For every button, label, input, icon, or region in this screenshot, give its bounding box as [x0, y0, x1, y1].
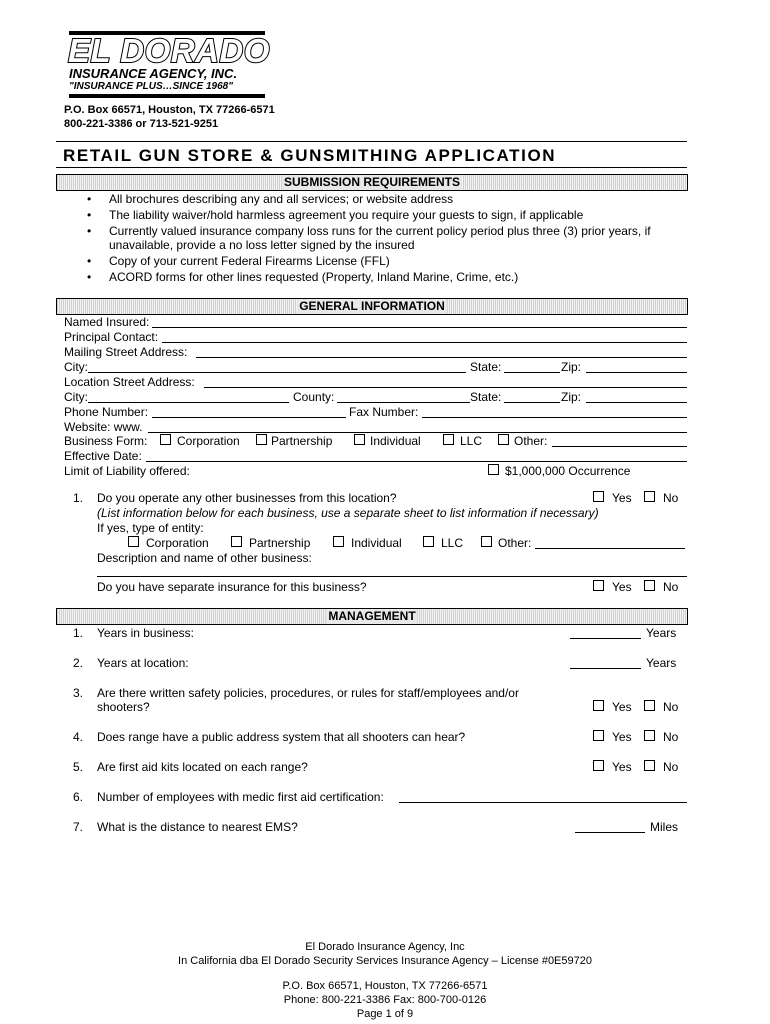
safety-policies-question-cont: shooters? — [97, 700, 150, 714]
bullet-icon: • — [87, 208, 92, 222]
location-city-label: City: — [64, 390, 88, 404]
separate-insurance-question: Do you have separate insurance for this business? — [97, 580, 367, 594]
years-at-location-label: Years at location: — [97, 656, 189, 670]
bullet-icon: • — [87, 192, 92, 206]
years-unit: Years — [646, 626, 677, 640]
question-number: 7. — [73, 820, 84, 834]
location-zip-label: Zip: — [561, 390, 582, 404]
limit-label: Limit of Liability offered: — [64, 464, 190, 478]
fax-field[interactable] — [422, 417, 687, 418]
other-label: Other: — [514, 434, 548, 448]
partnership-label: Partnership — [271, 434, 333, 448]
logo-subtitle: INSURANCE AGENCY, INC. — [69, 66, 238, 81]
named-insured-label: Named Insured: — [64, 315, 150, 329]
corporation-label: Corporation — [177, 434, 240, 448]
section-submission-requirements — [56, 174, 688, 191]
footer-company: El Dorado Insurance Agency, Inc — [305, 941, 465, 953]
no-label: No — [663, 580, 679, 594]
medic-employees-label: Number of employees with medic first aid certification: — [97, 790, 384, 804]
title-bottom-rule — [56, 167, 687, 168]
logo-title: EL DORADO — [68, 32, 270, 69]
entity-type-label: If yes, type of entity: — [97, 521, 204, 535]
county-field[interactable] — [337, 402, 470, 403]
public-address-yes-checkbox[interactable] — [593, 730, 604, 741]
medic-employees-field[interactable] — [399, 802, 687, 803]
mailing-address-field[interactable] — [196, 357, 687, 358]
limit-occurrence-checkbox[interactable] — [488, 464, 499, 475]
header-phone: 800-221-3386 or 713-521-9251 — [64, 118, 219, 130]
entity-partnership-label: Partnership — [249, 536, 311, 550]
other-businesses-question: Do you operate any other businesses from this location? — [97, 491, 397, 505]
entity-other-label: Other: — [498, 536, 532, 550]
bullet-icon: • — [87, 270, 92, 284]
state-label: State: — [470, 360, 502, 374]
footer-phones: Phone: 800-221-3386 Fax: 800-700-0126 — [283, 994, 487, 1006]
partnership-checkbox[interactable] — [256, 434, 267, 445]
other-checkbox[interactable] — [498, 434, 509, 445]
ems-distance-field[interactable] — [575, 832, 645, 833]
yes-label: Yes — [612, 730, 632, 744]
state-field[interactable] — [504, 372, 560, 373]
entity-llc-label: LLC — [441, 536, 464, 550]
fax-label: Fax Number: — [349, 405, 419, 419]
logo-tagline: "INSURANCE PLUS…SINCE 1968" — [69, 81, 233, 92]
list-item: Currently valued insurance company loss runs for the current policy period plus three (3) prior years, if — [109, 224, 651, 238]
website-field[interactable] — [148, 432, 687, 433]
mailing-address-label: Mailing Street Address: — [64, 345, 188, 359]
location-address-label: Location Street Address: — [64, 375, 195, 389]
business-form-label: Business Form: — [64, 434, 148, 448]
no-label: No — [663, 760, 679, 774]
years-in-business-field[interactable] — [570, 638, 641, 639]
list-item-continued: unavailable, provide a no loss letter signed by the insured — [109, 238, 415, 252]
title-top-rule — [56, 141, 687, 142]
yes-label: Yes — [612, 580, 632, 594]
corporation-checkbox[interactable] — [160, 434, 171, 445]
safety-policies-no-checkbox[interactable] — [644, 700, 655, 711]
principal-contact-label: Principal Contact: — [64, 330, 159, 344]
city-field[interactable] — [88, 372, 466, 373]
phone-label: Phone Number: — [64, 405, 149, 419]
page-number: Page 1 of 9 — [356, 1008, 414, 1020]
no-label: No — [663, 730, 679, 744]
separate-insurance-yes-checkbox[interactable] — [593, 580, 604, 591]
entity-individual-label: Individual — [351, 536, 402, 550]
entity-corporation-checkbox[interactable] — [128, 536, 139, 547]
question-number: 5. — [73, 760, 84, 774]
section-heading: SUBMISSION REQUIREMENTS — [283, 175, 461, 189]
section-management — [56, 608, 688, 625]
location-state-label: State: — [470, 390, 502, 404]
years-at-location-field[interactable] — [570, 668, 641, 669]
other-businesses-no-checkbox[interactable] — [644, 491, 655, 502]
footer-address: P.O. Box 66571, Houston, TX 77266-6571 — [282, 980, 488, 992]
footer-california: In California dba El Dorado Security Services Insurance Agency – License #0E59720 — [178, 955, 592, 967]
other-businesses-note: (List information below for each business, use a separate sheet to list information if necessary) — [97, 506, 599, 520]
other-field[interactable] — [552, 446, 687, 447]
years-in-business-label: Years in business: — [97, 626, 194, 640]
entity-individual-checkbox[interactable] — [333, 536, 344, 547]
other-businesses-yes-checkbox[interactable] — [593, 491, 604, 502]
phone-field[interactable] — [152, 417, 346, 418]
location-zip-field[interactable] — [586, 402, 687, 403]
safety-policies-question: Are there written safety policies, procedures, or rules for staff/employees and/or — [97, 686, 519, 700]
ems-distance-label: What is the distance to nearest EMS? — [97, 820, 298, 834]
llc-label: LLC — [460, 434, 483, 448]
question-number: 4. — [73, 730, 84, 744]
years-unit: Years — [646, 656, 677, 670]
location-city-field[interactable] — [88, 402, 289, 403]
no-label: No — [663, 700, 679, 714]
question-number: 6. — [73, 790, 84, 804]
question-number: 1. — [73, 626, 84, 640]
list-item: ACORD forms for other lines requested (Property, Inland Marine, Crime, etc.) — [109, 270, 519, 284]
bullet-icon: • — [87, 254, 92, 268]
entity-other-field[interactable] — [535, 548, 685, 549]
bullet-icon: • — [87, 224, 92, 238]
effective-date-field[interactable] — [146, 461, 687, 462]
principal-contact-field[interactable] — [162, 342, 687, 343]
question-number: 3. — [73, 686, 84, 700]
county-label: County: — [293, 390, 335, 404]
section-heading: GENERAL INFORMATION — [299, 299, 445, 313]
location-address-field[interactable] — [204, 387, 687, 388]
entity-other-checkbox[interactable] — [481, 536, 492, 547]
individual-label: Individual — [370, 434, 421, 448]
logo-bottom-bar — [69, 94, 265, 98]
list-item: Copy of your current Federal Firearms License (FFL) — [109, 254, 390, 268]
entity-llc-checkbox[interactable] — [423, 536, 434, 547]
miles-unit: Miles — [650, 820, 679, 834]
question-number: 1. — [73, 491, 84, 505]
question-number: 2. — [73, 656, 84, 670]
other-business-description-label: Description and name of other business: — [97, 551, 312, 565]
individual-checkbox[interactable] — [354, 434, 365, 445]
list-item: The liability waiver/hold harmless agreement you require your guests to sign, if applicable — [109, 208, 584, 222]
yes-label: Yes — [612, 700, 632, 714]
public-address-no-checkbox[interactable] — [644, 730, 655, 741]
first-aid-kits-question: Are first aid kits located on each range? — [97, 760, 308, 774]
location-state-field[interactable] — [504, 402, 560, 403]
other-business-description-field[interactable] — [97, 576, 687, 577]
website-label: Website: www. — [64, 420, 143, 434]
first-aid-kits-yes-checkbox[interactable] — [593, 760, 604, 771]
effective-date-label: Effective Date: — [64, 449, 142, 463]
section-heading: MANAGEMENT — [328, 609, 416, 623]
yes-label: Yes — [612, 760, 632, 774]
entity-partnership-checkbox[interactable] — [231, 536, 242, 547]
public-address-question: Does range have a public address system that all shooters can hear? — [97, 730, 466, 744]
safety-policies-yes-checkbox[interactable] — [593, 700, 604, 711]
entity-corporation-label: Corporation — [146, 536, 209, 550]
separate-insurance-no-checkbox[interactable] — [644, 580, 655, 591]
form-title: RETAIL GUN STORE & GUNSMITHING APPLICATION — [63, 146, 557, 165]
named-insured-field[interactable] — [152, 327, 687, 328]
zip-field[interactable] — [586, 372, 687, 373]
limit-occurrence-label: $1,000,000 Occurrence — [505, 464, 631, 478]
first-aid-kits-no-checkbox[interactable] — [644, 760, 655, 771]
yes-label: Yes — [612, 491, 632, 505]
zip-label: Zip: — [561, 360, 582, 374]
section-general-information — [56, 298, 688, 315]
list-item: All brochures describing any and all services; or website address — [109, 192, 454, 206]
city-label: City: — [64, 360, 88, 374]
header-address: P.O. Box 66571, Houston, TX 77266-6571 — [64, 104, 275, 116]
llc-checkbox[interactable] — [443, 434, 454, 445]
no-label: No — [663, 491, 679, 505]
